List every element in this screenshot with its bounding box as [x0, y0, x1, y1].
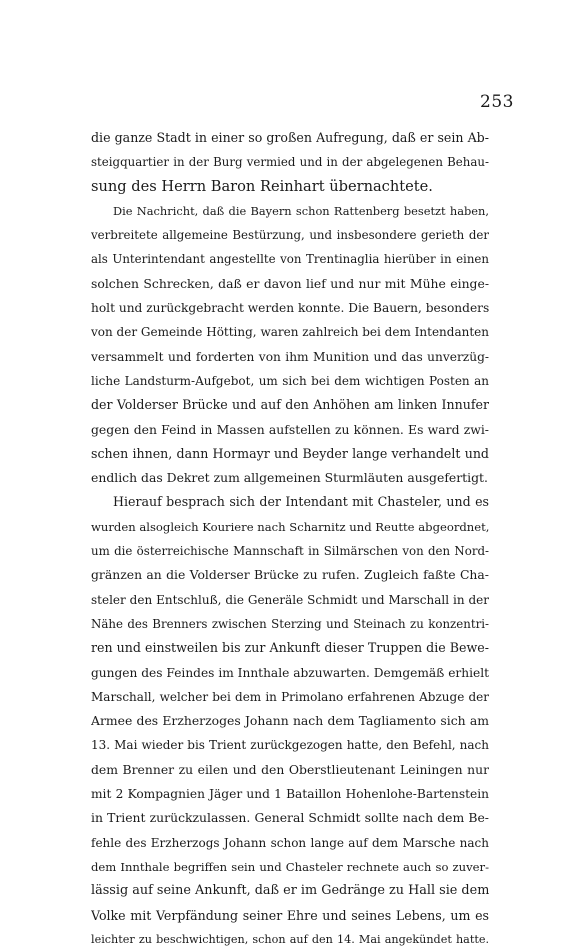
body-text	[91, 126, 489, 952]
text-line: Hierauf besprach sich der Intendant mit Chasteler, und es	[113, 494, 489, 510]
text-line: steler den Entschluß, die Generäle Schmidt und Marschall in der	[91, 592, 489, 607]
text-line: von der Gemeinde Hötting, waren zahlreich bei dem Intendanten	[91, 325, 489, 340]
text-line: dem Brenner zu eilen und den Oberstlieutenant Leiningen nur	[91, 761, 489, 777]
text-line: dem Innthale begriffen sein und Chasteler rechnete auch so zuver-	[91, 859, 489, 874]
text-line: lässig auf seine Ankunft, daß er im Gedränge zu Hall sie dem	[91, 883, 489, 899]
text-line: gungen des Feindes im Innthale abzuwarten. Demgemäß erhielt	[91, 665, 489, 680]
text-line: steigquartier in der Burg vermied und in der abgelegenen Behau-	[91, 155, 489, 170]
text-line: Marschall, welcher bei dem in Primolano erfahrenen Abzuge der	[91, 689, 489, 704]
text-line: gränzen an die Volderser Brücke zu rufen. Zugleich faßte Cha-	[91, 567, 489, 583]
text-line: sung des Herrn Baron Reinhart übernachtete.	[91, 177, 433, 195]
text-line: schen ihnen, dann Hormayr und Beyder lange verhandelt und	[91, 445, 489, 461]
text-line: Nähe des Brenners zwischen Sterzing und Steinach zu konzentri-	[91, 616, 489, 631]
text-line: endlich das Dekret zum allgemeinen Sturmläuten ausgefertigt.	[91, 470, 488, 486]
text-line: versammelt und forderten von ihm Munition und das unverzüg-	[91, 349, 489, 364]
text-line: holt und zurückgebracht werden konnte. Die Bauern, besonders	[91, 301, 489, 316]
text-line: um die österreichische Mannschaft in Silmärschen von den Nord-	[91, 544, 489, 559]
text-line: Armee des Erzherzoges Johann nach dem Tagliamento sich am	[91, 713, 489, 729]
text-line: Volke mit Verpfändung seiner Ehre und seines Lebens, um es	[91, 907, 489, 923]
text-line: als Unterintendant angestellte von Trentinaglia hierüber in einen	[91, 252, 489, 267]
text-line: in Trient zurückzulassen. General Schmidt sollte nach dem Be-	[91, 810, 489, 826]
text-line: wurden alsogleich Kouriere nach Scharnitz und Reutte abgeordnet,	[91, 519, 489, 534]
text-line: ren und einstweilen bis zur Ankunft dieser Truppen die Bewe-	[91, 640, 489, 656]
page-number: 253	[480, 92, 514, 112]
text-line: solchen Schrecken, daß er davon lief und nur mit Mühe einge-	[91, 275, 489, 291]
text-line: leichter zu beschwichtigen, schon auf den 14. Mai angekündet hatte.	[91, 932, 489, 946]
text-line: fehle des Erzherzogs Johann schon lange auf dem Marsche nach	[91, 835, 489, 850]
text-line: liche Landsturm-Aufgebot, um sich bei dem wichtigen Posten an	[91, 373, 489, 388]
text-line: mit 2 Kompagnien Jäger und 1 Bataillon Hohenlohe-Bartenstein	[91, 787, 489, 802]
text-line: 13. Mai wieder bis Trient zurückgezogen hatte, den Befehl, nach	[91, 738, 489, 753]
text-line: gegen den Feind in Massen aufstellen zu können. Es ward zwi-	[91, 421, 489, 437]
text-line: der Volderser Brücke und auf den Anhöhen am linken Innufer	[91, 397, 489, 413]
text-line: verbreitete allgemeine Bestürzung, und insbesondere gerieth der	[91, 228, 489, 243]
text-line: Die Nachricht, daß die Bayern schon Rattenberg besetzt haben,	[113, 203, 489, 218]
text-line: die ganze Stadt in einer so großen Aufregung, daß er sein Ab-	[91, 130, 489, 145]
